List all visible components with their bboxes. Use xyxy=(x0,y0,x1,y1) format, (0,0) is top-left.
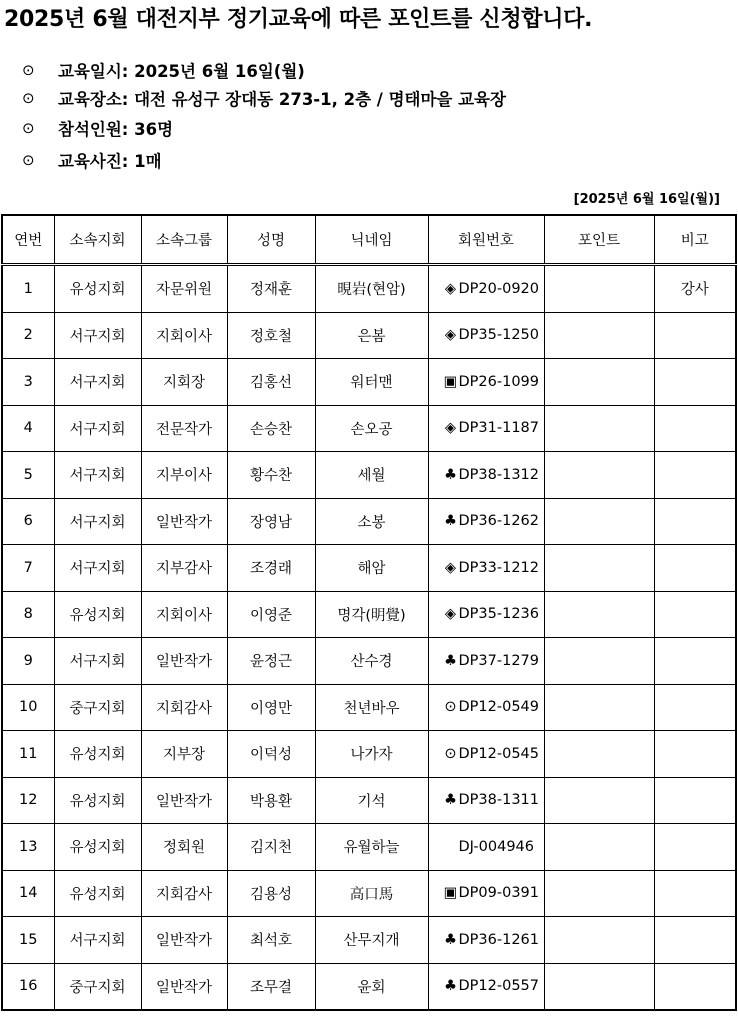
table-header-row xyxy=(2,215,736,265)
cell-name: 정재훈 xyxy=(227,265,315,313)
member-symbol-icon: ⊙ xyxy=(444,745,457,762)
cell-note xyxy=(654,405,736,452)
cell-name: 최석호 xyxy=(227,917,315,964)
cell-no: 4 xyxy=(2,405,54,452)
cell-branch: 서구지회 xyxy=(54,638,141,685)
cell-point[interactable] xyxy=(544,265,654,313)
table-row xyxy=(2,359,736,406)
cell-branch: 서구지회 xyxy=(54,452,141,499)
cell-no: 10 xyxy=(2,684,54,731)
cell-branch: 유성지회 xyxy=(54,824,141,871)
cell-nickname: 명각(明覺) xyxy=(315,591,428,638)
member-symbol-icon: ◈ xyxy=(444,559,457,576)
cell-member-number xyxy=(428,824,544,871)
cell-point[interactable] xyxy=(544,545,654,592)
table-row xyxy=(2,545,736,592)
info-label: 참석인원: xyxy=(58,120,129,139)
cell-nickname: 소봉 xyxy=(315,498,428,545)
cell-no: 3 xyxy=(2,359,54,406)
cell-member-number xyxy=(428,684,544,731)
cell-group: 일반작가 xyxy=(141,963,227,1010)
cell-branch: 유성지회 xyxy=(54,265,141,313)
member-number-text: DP37-1279 xyxy=(458,652,539,669)
cell-point[interactable] xyxy=(544,405,654,452)
bullet-icon: ⊙ xyxy=(22,119,35,137)
cell-note: 강사 xyxy=(654,265,736,313)
cell-member-number xyxy=(428,405,544,452)
member-symbol-icon: ◈ xyxy=(444,420,457,437)
info-line-date xyxy=(22,58,722,82)
cell-point[interactable] xyxy=(544,591,654,638)
cell-branch: 서구지회 xyxy=(54,405,141,452)
cell-branch: 중구지회 xyxy=(54,963,141,1010)
cell-nickname: 은봄 xyxy=(315,312,428,359)
cell-point[interactable] xyxy=(544,917,654,964)
cell-no: 5 xyxy=(2,452,54,499)
cell-point[interactable] xyxy=(544,452,654,499)
page-title: 2025년 6월 대전지부 정기교육에 따른 포인트를 신청합니다. xyxy=(4,7,593,32)
header-point: 포인트 xyxy=(544,215,654,265)
cell-nickname: 유월하늘 xyxy=(315,824,428,871)
member-number-text: DP12-0557 xyxy=(458,978,539,995)
cell-name: 손승찬 xyxy=(227,405,315,452)
cell-name: 김홍선 xyxy=(227,359,315,406)
table-row xyxy=(2,917,736,964)
member-symbol-icon: ▣ xyxy=(443,885,458,902)
cell-no: 9 xyxy=(2,638,54,685)
cell-point[interactable] xyxy=(544,870,654,917)
cell-no: 11 xyxy=(2,731,54,778)
cell-nickname: 高口馬 xyxy=(315,870,428,917)
member-symbol-icon: ⊙ xyxy=(444,699,457,716)
info-value: 1매 xyxy=(134,152,162,171)
cell-note xyxy=(654,638,736,685)
member-symbol-icon: ◈ xyxy=(444,606,457,623)
cell-branch: 유성지회 xyxy=(54,731,141,778)
cell-no: 8 xyxy=(2,591,54,638)
member-symbol-icon: ♣ xyxy=(444,792,457,809)
header-group: 소속그룹 xyxy=(141,215,227,265)
cell-note xyxy=(654,870,736,917)
table-row xyxy=(2,405,736,452)
member-number-text: DP36-1261 xyxy=(458,931,539,948)
cell-nickname: 손오공 xyxy=(315,405,428,452)
cell-no: 16 xyxy=(2,963,54,1010)
cell-group: 지부장 xyxy=(141,731,227,778)
member-number-text: DP20-0920 xyxy=(458,280,539,297)
header-no: 연번 xyxy=(2,215,54,265)
table-row xyxy=(2,591,736,638)
bullet-icon: ⊙ xyxy=(22,61,35,79)
cell-name: 이영만 xyxy=(227,684,315,731)
member-symbol-icon: ◈ xyxy=(444,327,457,344)
member-symbol-icon: ♣ xyxy=(444,513,457,530)
bullet-icon: ⊙ xyxy=(22,151,35,169)
cell-point[interactable] xyxy=(544,731,654,778)
cell-group: 지회감사 xyxy=(141,870,227,917)
member-symbol-icon: ▣ xyxy=(443,373,458,390)
cell-note xyxy=(654,731,736,778)
cell-branch: 서구지회 xyxy=(54,359,141,406)
cell-nickname: 해암 xyxy=(315,545,428,592)
info-label: 교육장소: xyxy=(58,90,129,109)
cell-note xyxy=(654,545,736,592)
table-row xyxy=(2,824,736,871)
cell-member-number xyxy=(428,265,544,313)
table-row xyxy=(2,638,736,685)
cell-note xyxy=(654,359,736,406)
member-number-text: DJ-004946 xyxy=(458,838,535,855)
cell-name: 이영준 xyxy=(227,591,315,638)
cell-member-number xyxy=(428,545,544,592)
table-row xyxy=(2,777,736,824)
member-symbol-icon: ♣ xyxy=(444,931,457,948)
cell-group: 지회감사 xyxy=(141,684,227,731)
cell-nickname: 나가자 xyxy=(315,731,428,778)
member-number-text: DP09-0391 xyxy=(458,885,539,902)
cell-group: 지부감사 xyxy=(141,545,227,592)
info-label: 교육사진: xyxy=(58,152,129,171)
cell-branch: 유성지회 xyxy=(54,591,141,638)
info-line-attendance xyxy=(22,116,722,140)
cell-branch: 서구지회 xyxy=(54,312,141,359)
cell-member-number xyxy=(428,312,544,359)
cell-no: 7 xyxy=(2,545,54,592)
table-row xyxy=(2,498,736,545)
cell-note xyxy=(654,312,736,359)
member-number-text: DP36-1262 xyxy=(458,513,539,530)
table-row xyxy=(2,265,736,313)
cell-member-number xyxy=(428,591,544,638)
member-number-text: DP12-0549 xyxy=(458,699,539,716)
bullet-icon: ⊙ xyxy=(22,89,35,107)
header-nickname: 닉네임 xyxy=(315,215,428,265)
cell-name: 이덕성 xyxy=(227,731,315,778)
info-label: 교육일시: xyxy=(58,62,129,81)
cell-name: 황수찬 xyxy=(227,452,315,499)
cell-group: 전문작가 xyxy=(141,405,227,452)
cell-member-number xyxy=(428,638,544,685)
cell-group: 정회원 xyxy=(141,824,227,871)
member-number-text: DP35-1236 xyxy=(458,606,539,623)
header-branch: 소속지회 xyxy=(54,215,141,265)
cell-no: 12 xyxy=(2,777,54,824)
cell-name: 정호철 xyxy=(227,312,315,359)
cell-member-number xyxy=(428,731,544,778)
cell-no: 1 xyxy=(2,265,54,313)
member-number-text: DP31-1187 xyxy=(458,420,539,437)
cell-member-number xyxy=(428,963,544,1010)
cell-name: 조무결 xyxy=(227,963,315,1010)
cell-note xyxy=(654,498,736,545)
table-row xyxy=(2,731,736,778)
cell-note xyxy=(654,452,736,499)
cell-nickname: 기석 xyxy=(315,777,428,824)
attendance-table xyxy=(1,214,737,1011)
cell-branch: 서구지회 xyxy=(54,917,141,964)
cell-member-number xyxy=(428,777,544,824)
cell-name: 조경래 xyxy=(227,545,315,592)
info-value: 2025년 6월 16일(월) xyxy=(134,62,305,81)
cell-name: 박용환 xyxy=(227,777,315,824)
cell-name: 김지천 xyxy=(227,824,315,871)
cell-point[interactable] xyxy=(544,777,654,824)
cell-nickname: 워터맨 xyxy=(315,359,428,406)
cell-branch: 유성지회 xyxy=(54,870,141,917)
member-number-text: DP12-0545 xyxy=(458,745,539,762)
cell-branch: 서구지회 xyxy=(54,498,141,545)
cell-nickname: 산무지개 xyxy=(315,917,428,964)
header-member-number: 회원번호 xyxy=(428,215,544,265)
cell-no: 15 xyxy=(2,917,54,964)
cell-note xyxy=(654,684,736,731)
member-number-text: DP35-1250 xyxy=(458,327,539,344)
info-value: 대전 유성구 장대동 273-1, 2층 / 명태마을 교육장 xyxy=(134,90,506,109)
cell-group: 지회이사 xyxy=(141,312,227,359)
cell-point[interactable] xyxy=(544,498,654,545)
cell-group: 일반작가 xyxy=(141,917,227,964)
table-row xyxy=(2,963,736,1010)
cell-name: 장영남 xyxy=(227,498,315,545)
cell-branch: 유성지회 xyxy=(54,777,141,824)
cell-nickname: 윤회 xyxy=(315,963,428,1010)
cell-point[interactable] xyxy=(544,684,654,731)
cell-group: 일반작가 xyxy=(141,498,227,545)
member-symbol-icon: ♣ xyxy=(444,652,457,669)
cell-note xyxy=(654,777,736,824)
cell-group: 일반작가 xyxy=(141,638,227,685)
header-note: 비고 xyxy=(654,215,736,265)
member-number-text: DP38-1311 xyxy=(458,792,539,809)
cell-nickname: 세월 xyxy=(315,452,428,499)
cell-group: 자문위원 xyxy=(141,265,227,313)
cell-name: 김용성 xyxy=(227,870,315,917)
cell-point[interactable] xyxy=(544,359,654,406)
cell-note xyxy=(654,591,736,638)
table-row xyxy=(2,684,736,731)
cell-member-number xyxy=(428,498,544,545)
info-value: 36명 xyxy=(134,120,174,139)
cell-name: 윤정근 xyxy=(227,638,315,685)
cell-point[interactable] xyxy=(544,824,654,871)
cell-nickname: 천년바우 xyxy=(315,684,428,731)
table-row xyxy=(2,870,736,917)
member-number-text: DP26-1099 xyxy=(458,373,539,390)
cell-member-number xyxy=(428,452,544,499)
member-symbol-icon: ♣ xyxy=(444,466,457,483)
cell-nickname: 晛岩(현암) xyxy=(315,265,428,313)
date-stamp: [2025년 6월 16일(월)] xyxy=(573,192,720,207)
member-symbol-icon: ◈ xyxy=(444,280,457,297)
cell-no: 2 xyxy=(2,312,54,359)
info-line-location xyxy=(22,86,722,110)
cell-point[interactable] xyxy=(544,312,654,359)
cell-member-number xyxy=(428,870,544,917)
cell-group: 일반작가 xyxy=(141,777,227,824)
cell-nickname: 산수경 xyxy=(315,638,428,685)
info-line-photos xyxy=(22,148,722,172)
cell-note xyxy=(654,963,736,1010)
cell-point[interactable] xyxy=(544,963,654,1010)
table-row xyxy=(2,452,736,499)
cell-branch: 서구지회 xyxy=(54,545,141,592)
cell-note xyxy=(654,917,736,964)
cell-point[interactable] xyxy=(544,638,654,685)
cell-group: 지부이사 xyxy=(141,452,227,499)
cell-group: 지회이사 xyxy=(141,591,227,638)
member-symbol-icon: ♣ xyxy=(444,978,457,995)
cell-group: 지회장 xyxy=(141,359,227,406)
cell-no: 13 xyxy=(2,824,54,871)
cell-branch: 중구지회 xyxy=(54,684,141,731)
cell-no: 14 xyxy=(2,870,54,917)
member-number-text: DP38-1312 xyxy=(458,466,539,483)
table-row xyxy=(2,312,736,359)
cell-note xyxy=(654,824,736,871)
cell-member-number xyxy=(428,359,544,406)
header-name: 성명 xyxy=(227,215,315,265)
cell-member-number xyxy=(428,917,544,964)
cell-no: 6 xyxy=(2,498,54,545)
member-number-text: DP33-1212 xyxy=(458,559,539,576)
